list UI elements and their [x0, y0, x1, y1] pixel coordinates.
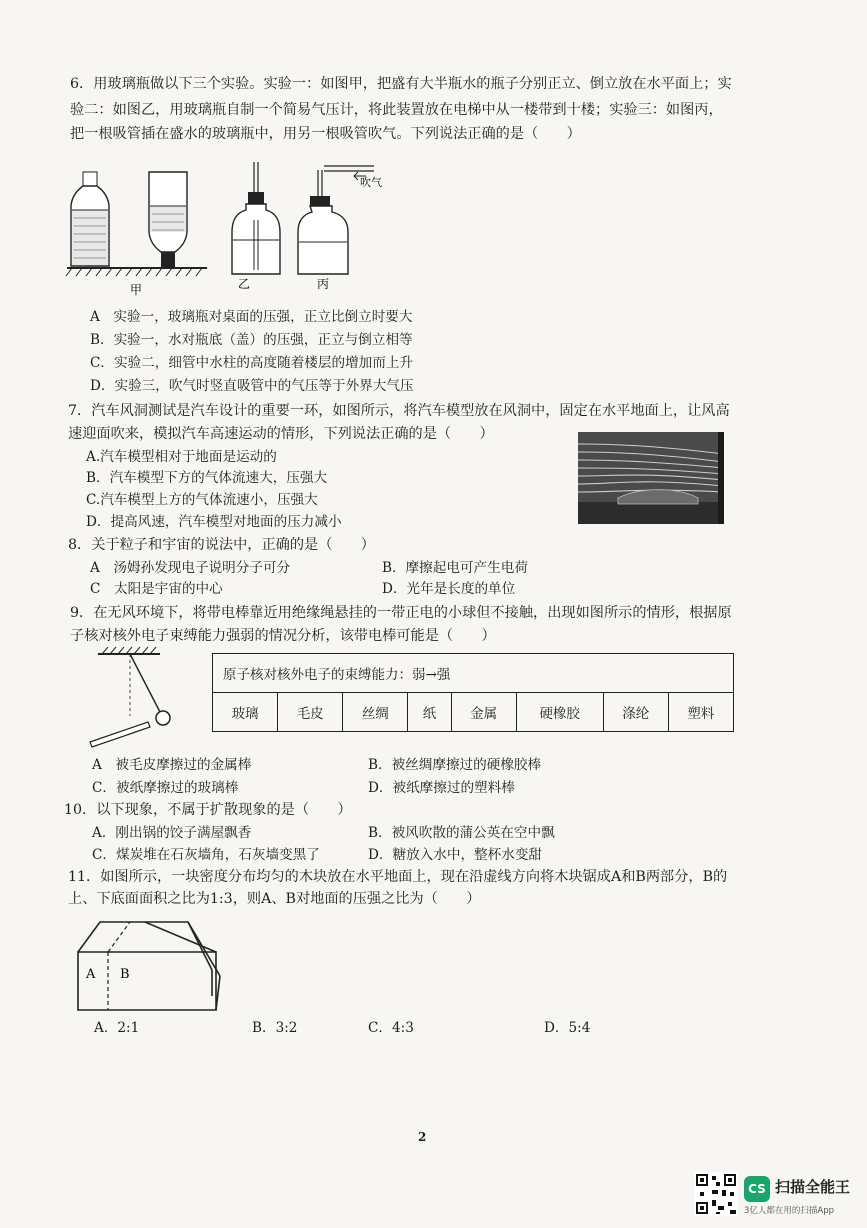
- label-blow: 吹气: [360, 176, 382, 189]
- q8-option-c: C 太阳是宇宙的中心: [90, 581, 223, 597]
- q10-stem: 10．以下现象，不属于扩散现象的是（ ）: [64, 802, 352, 818]
- charged-rod: [90, 722, 150, 747]
- q6-option-c: C．实验二，细管中水柱的高度随着楼层的增加而上升: [90, 355, 414, 371]
- q7-stem-line-2: 速迎面吹来，模拟汽车高速运动的情形，下列说法正确的是（ ）: [68, 426, 494, 442]
- watermark-brand: 扫描全能王: [775, 1178, 851, 1196]
- material-cell: 硬橡胶: [516, 693, 603, 732]
- q8-option-a: A 汤姆孙发现电子说明分子可分: [90, 560, 291, 576]
- material-cell: 纸: [408, 693, 451, 732]
- q6-option-b: B．实验一，水对瓶底（盖）的压强，正立与倒立相等: [90, 332, 413, 348]
- q8-option-d: D．光年是长度的单位: [382, 581, 516, 597]
- label-bing: 丙: [317, 277, 330, 291]
- q9-option-b: B．被丝绸摩擦过的硬橡胶棒: [368, 757, 542, 773]
- material-cell: 玻璃: [213, 693, 278, 732]
- ceiling: [98, 647, 160, 654]
- q7-option-b: B．汽车模型下方的气体流速大，压强大: [86, 470, 328, 486]
- material-cell: 塑料: [668, 693, 733, 732]
- ground-line: [66, 268, 207, 276]
- q7-option-a: A.汽车模型相对于地面是运动的: [86, 449, 277, 465]
- q11-option-b: B．3:2: [252, 1020, 298, 1036]
- q9-stem-line-2: 子核对核外电子束缚能力强弱的情况分析，该带电棒可能是（ ）: [70, 628, 496, 644]
- label-yi: 乙: [238, 277, 251, 291]
- q8-option-b: B．摩擦起电可产生电荷: [382, 560, 528, 576]
- inverted-bottle: [149, 172, 187, 267]
- label-b: B: [120, 967, 130, 982]
- page-number: 2: [418, 1130, 427, 1144]
- q11-wood-block-figure: [70, 912, 260, 1016]
- q9-option-c: C．被纸摩擦过的玻璃棒: [92, 780, 239, 796]
- q10-option-c: C．煤炭堆在石灰墙角，石灰墙变黑了: [92, 847, 320, 863]
- q7-stem-line-1: 7．汽车风洞测试是汽车设计的重要一环，如图所示，将汽车模型放在风洞中，固定在水平地面上，让风高: [68, 403, 730, 419]
- q6-stem-line-3: 把一根吸管插在盛水的玻璃瓶中，用另一根吸管吹气。下列说法正确的是（ ）: [70, 126, 581, 142]
- q11-stem-line-1: 11．如图所示，一块密度分布均匀的木块放在水平地面上，现在沿虚线方向将木块锯成A和B两部分，B的: [68, 869, 728, 885]
- camscanner-logo-icon: CS: [744, 1176, 770, 1202]
- q11-option-c: C．4:3: [368, 1020, 414, 1036]
- q7-option-c: C.汽车模型上方的气体流速小，压强大: [86, 492, 318, 508]
- material-cell: 涤纶: [603, 693, 668, 732]
- table-header: 原子核对核外电子的束缚能力：弱→强: [213, 654, 734, 693]
- material-cell: 丝绸: [343, 693, 408, 732]
- qr-code-icon: [694, 1172, 738, 1216]
- label-jia: 甲: [130, 283, 143, 297]
- charged-ball: [156, 711, 170, 725]
- barometer-bottle: [232, 162, 280, 274]
- q11-option-a: A．2:1: [94, 1020, 140, 1036]
- q7-option-d: D．提高风速，汽车模型对地面的压力减小: [86, 514, 342, 530]
- q6-stem-line-1: 6．用玻璃瓶做以下三个实验。实验一：如图甲，把盛有大半瓶水的瓶子分别正立、倒立放在水平面上；实: [70, 76, 732, 92]
- material-cell: 毛皮: [278, 693, 343, 732]
- q10-option-a: A．刚出锅的饺子满屋飘香: [92, 825, 252, 841]
- upright-bottle: [71, 172, 109, 266]
- label-a: A: [86, 967, 96, 982]
- q8-stem: 8．关于粒子和宇宙的说法中，正确的是（ ）: [68, 537, 375, 553]
- q9-option-a: A 被毛皮摩擦过的金属棒: [92, 757, 252, 773]
- q6-figure: [62, 162, 392, 302]
- q9-option-d: D．被纸摩擦过的塑料棒: [368, 780, 515, 796]
- watermark-tagline: 3亿人都在用的扫描App: [744, 1206, 835, 1216]
- q6-option-d: D．实验三，吹气时竖直吸管中的气压等于外界大气压: [90, 378, 414, 394]
- wind-tunnel-photo: [578, 432, 724, 524]
- q10-option-d: D．糖放入水中，整杯水变甜: [368, 847, 543, 863]
- q6-stem-line-2: 验二：如图乙，用玻璃瓶自制一个简易气压计，将此装置放在电梯中从一楼带到十楼；实验三：如图丙，: [70, 102, 723, 118]
- q11-option-d: D．5:4: [544, 1020, 591, 1036]
- table-row: [213, 693, 734, 732]
- binding-ability-table: [212, 653, 734, 732]
- q11-stem-line-2: 上、下底面面积之比为1:3，则A、B对地面的压强之比为（ ）: [68, 891, 481, 907]
- material-cell: 金属: [451, 693, 516, 732]
- q10-option-b: B．被风吹散的蒲公英在空中飘: [368, 825, 555, 841]
- q9-stem-line-1: 9．在无风环境下，将带电棒靠近用绝缘绳悬挂的一带正电的小球但不接触，出现如图所示的情形，根据原: [70, 605, 732, 621]
- q9-pendulum-figure: [88, 644, 198, 748]
- q6-option-a: A 实验一，玻璃瓶对桌面的压强，正立比倒立时要大: [90, 309, 413, 325]
